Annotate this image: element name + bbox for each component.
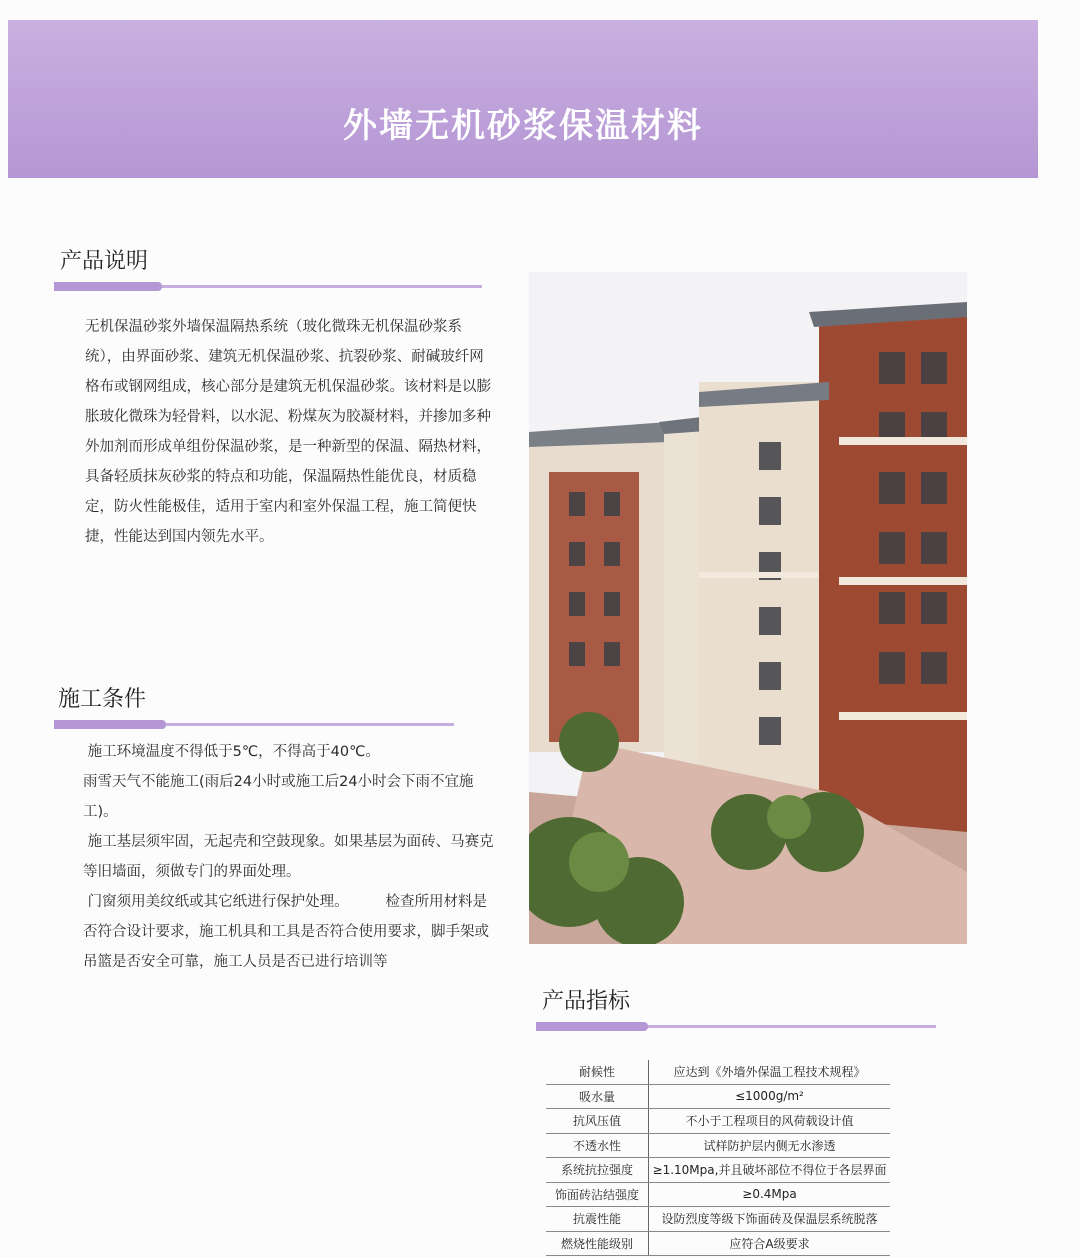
table-row [546,1133,890,1158]
text-line: 等旧墙面，须做专门的界面处理。 [83,864,301,880]
conditions-text [83,737,503,977]
conditions-title: 施工条件 [58,687,147,712]
spec-table [546,1060,890,1256]
spec-value: 设防烈度等级下饰面砖及保温层系统脱落 [649,1207,891,1232]
text-line: 格布或钢网组成，核心部分是建筑无机保温砂浆。该材料是以膨 [85,379,491,395]
spec-value: ≥1.10Mpa,并且破坏部位不得位于各层界面 [649,1158,891,1183]
conditions-underline [54,723,454,726]
spec-value: 应符合A级要求 [649,1231,891,1256]
description-title: 产品说明 [60,249,149,274]
description-underline [54,285,482,288]
spec-item: 饰面砖沾结强度 [546,1182,649,1207]
text-line: 雨雪天气不能施工(雨后24小时或施工后24小时会下雨不宜施 [83,774,474,790]
text-line: 外加剂而形成单组份保温砂浆，是一种新型的保温、隔热材料， [85,439,491,455]
apartment-buildings-photo [529,272,967,944]
text-line: 统），由界面砂浆、建筑无机保温砂浆、抗裂砂浆、耐碱玻纤网 [85,349,484,365]
conditions-heading [58,686,146,714]
table-row [546,1158,890,1183]
table-row [546,1109,890,1134]
text-line: 定，防火性能极佳，适用于室内和室外保温工程，施工简便快 [85,499,477,515]
spec-item: 抗震性能 [546,1207,649,1232]
text-line: 否符合设计要求，施工机具和工具是否符合使用要求，脚手架或 [83,924,489,940]
spec-value: 不小于工程项目的风荷载设计值 [649,1109,891,1134]
table-row [546,1084,890,1109]
spec-item: 燃烧性能级别 [546,1231,649,1256]
text-line: 施工基层须牢固，无起壳和空鼓现象。如果基层为面砖、马赛克 [83,834,494,850]
text-line: 施工环境温度不得低于5℃，不得高于40℃。 [83,744,380,760]
building-illustration [529,272,967,944]
text-line: 具备轻质抹灰砂浆的特点和功能，保温隔热性能优良，材质稳 [85,469,477,485]
spec-item: 不透水性 [546,1133,649,1158]
text-line: 无机保温砂浆外墙保温隔热系统（玻化微珠无机保温砂浆系 [85,319,462,335]
spec-value: 试样防护层内侧无水渗透 [649,1133,891,1158]
text-line: 门窗须用美纹纸或其它纸进行保护处理。 检查所用材料是 [83,894,487,910]
specs-underline [536,1025,936,1028]
table-row [546,1182,890,1207]
spec-value: 应达到《外墙外保温工程技术规程》 [649,1060,891,1084]
text-line: 胀玻化微珠为轻骨料，以水泥、粉煤灰为胶凝材料，并掺加多种 [85,409,491,425]
specs-heading [542,988,630,1016]
table-row [546,1207,890,1232]
description-text [85,312,505,552]
specs-title: 产品指标 [542,989,631,1014]
table-row [546,1060,890,1084]
spec-value: ≤1000g/m² [649,1084,891,1109]
header-banner [8,20,1038,178]
text-line: 吊篮是否安全可靠，施工人员是否已进行培训等 [83,954,388,970]
spec-item: 吸水量 [546,1084,649,1109]
spec-item: 抗风压值 [546,1109,649,1134]
spec-item: 耐候性 [546,1060,649,1084]
spec-item: 系统抗拉强度 [546,1158,649,1183]
text-line: 工)。 [83,804,118,820]
table-row [546,1231,890,1256]
text-line: 捷，性能达到国内领先水平。 [85,529,274,545]
page-title: 外墙无机砂浆保温材料 [343,106,703,146]
spec-value: ≥0.4Mpa [649,1182,891,1207]
description-heading [60,248,148,276]
